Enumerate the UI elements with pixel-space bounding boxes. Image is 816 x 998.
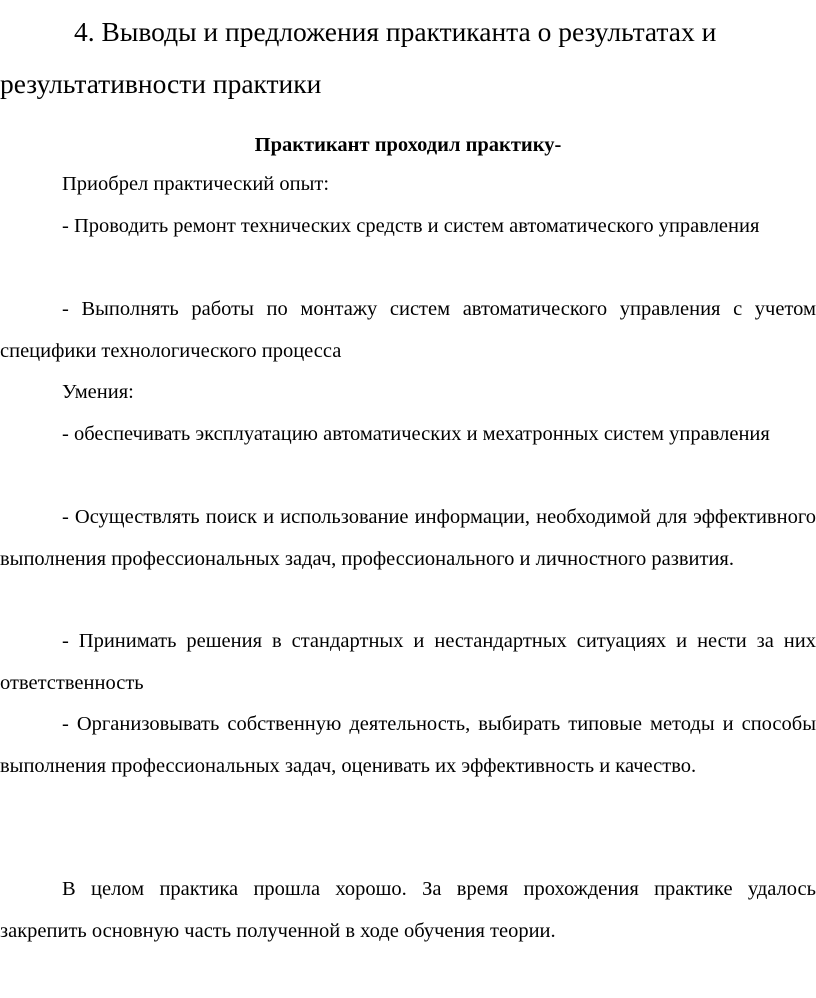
paragraph-skill-organization: - Организовывать собственную деятельность, выбирать типовые методы и способы выполнения профессиональных задач, оценивать их эффективность и качество. xyxy=(0,713,816,777)
paragraph-experience-label: Приобрел практический опыт: xyxy=(62,173,330,195)
paragraph-skill-operation: - обеспечивать эксплуатацию автоматических и мехатронных систем управления xyxy=(62,423,770,445)
section-heading-text: 4. Выводы и предложения практиканта о результатах и результативности практики xyxy=(0,16,717,99)
subtitle: Практикант проходил практику- xyxy=(254,134,562,156)
paragraph-skills-label: Умения: xyxy=(62,381,134,403)
paragraph-experience-repair: - Проводить ремонт технических средств и систем автоматического управления xyxy=(62,215,760,237)
paragraph-conclusion: В целом практика прошла хорошо. За время прохождения практике удалось закрепить основную часть полученной в ходе обучения теории. xyxy=(0,878,816,942)
paragraph-skill-information: - Осуществлять поиск и использование информации, необходимой для эффективного выполнения профессиональных задач, профессионального и личностного развития. xyxy=(0,506,816,570)
paragraph-experience-installation: - Выполнять работы по монтажу систем автоматического управления с учетом специфики технологического процесса xyxy=(0,298,816,362)
paragraph-skill-decisions: - Принимать решения в стандартных и нестандартных ситуациях и нести за них ответственность xyxy=(0,630,816,694)
section-heading xyxy=(0,6,816,110)
